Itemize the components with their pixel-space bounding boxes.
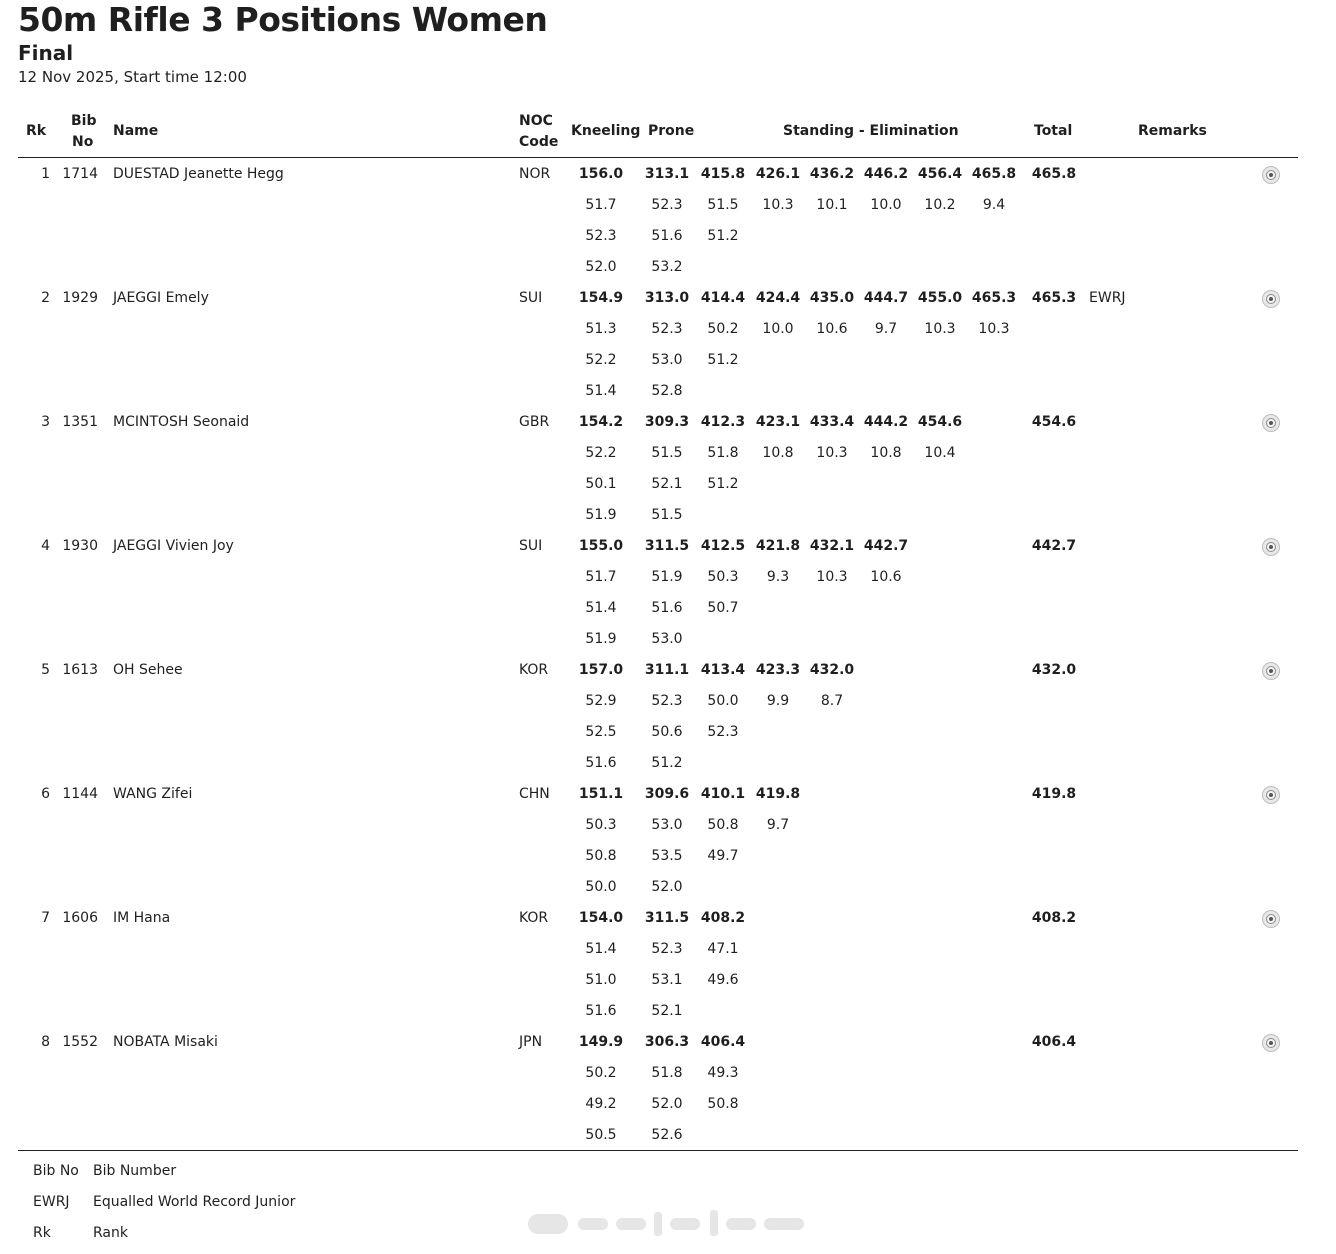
elimination-shot: 10.4 (924, 445, 956, 461)
athlete-name: JAEGGI Vivien Joy (113, 538, 234, 554)
elimination-total: 432.1 (809, 538, 855, 554)
prone-score: 53.5 (651, 848, 683, 864)
bib-cell: 1929 (62, 290, 98, 306)
standing-score: 414.4 (700, 290, 746, 306)
elimination-total: 442.7 (863, 538, 909, 554)
elimination-shot: 10.2 (924, 197, 956, 213)
header-bib-line1: Bib (71, 113, 97, 129)
standing-score: 415.8 (700, 166, 746, 182)
elimination-shot: 10.8 (870, 445, 902, 461)
rank-cell: 8 (41, 1034, 50, 1050)
header-noc-line2: Code (519, 134, 559, 150)
standing-score: 47.1 (707, 941, 739, 957)
kneeling-score: 51.6 (585, 1003, 617, 1019)
elimination-shot: 8.7 (820, 693, 844, 709)
prone-score: 309.3 (644, 414, 690, 430)
elimination-total: 432.0 (809, 662, 855, 678)
elimination-total: 446.2 (863, 166, 909, 182)
athlete-name: DUESTAD Jeanette Hegg (113, 166, 284, 182)
standing-score: 50.7 (707, 600, 739, 616)
elimination-total: 456.4 (917, 166, 963, 182)
header-standing: Standing - Elimination (783, 123, 959, 139)
header-bib-line2: No (72, 134, 94, 150)
elimination-shot: 10.6 (870, 569, 902, 585)
kneeling-score: 51.6 (585, 755, 617, 771)
elimination-total: 454.6 (917, 414, 963, 430)
kneeling-score: 52.9 (585, 693, 617, 709)
elimination-total: 426.1 (755, 166, 801, 182)
kneeling-score: 51.4 (585, 600, 617, 616)
elimination-shot: 10.3 (816, 569, 848, 585)
elimination-total: 444.2 (863, 414, 909, 430)
target-icon[interactable] (1262, 910, 1280, 928)
standing-score: 412.5 (700, 538, 746, 554)
standing-score: 408.2 (700, 910, 746, 926)
rank-cell: 5 (41, 662, 50, 678)
noc-code: JPN (519, 1034, 543, 1050)
kneeling-score: 51.9 (585, 631, 617, 647)
bib-cell: 1606 (62, 910, 98, 926)
prone-score: 53.1 (651, 972, 683, 988)
kneeling-score: 51.7 (585, 569, 617, 585)
legend-desc: Rank (93, 1225, 128, 1241)
rank-cell: 7 (41, 910, 50, 926)
standing-score: 410.1 (700, 786, 746, 802)
kneeling-score: 151.1 (578, 786, 624, 802)
target-icon[interactable] (1262, 538, 1280, 556)
standing-score: 50.8 (707, 817, 739, 833)
prone-score: 51.6 (651, 600, 683, 616)
prone-score: 51.8 (651, 1065, 683, 1081)
noc-code: KOR (519, 662, 549, 678)
kneeling-score: 155.0 (578, 538, 624, 554)
elimination-shot: 9.7 (766, 817, 790, 833)
prone-score: 311.1 (644, 662, 690, 678)
header-prone: Prone (648, 123, 695, 139)
standing-score: 51.8 (707, 445, 739, 461)
kneeling-score: 154.9 (578, 290, 624, 306)
standing-score: 49.3 (707, 1065, 739, 1081)
total-score: 432.0 (1031, 662, 1077, 678)
prone-score: 313.1 (644, 166, 690, 182)
elimination-shot: 10.0 (870, 197, 902, 213)
kneeling-score: 50.8 (585, 848, 617, 864)
athlete-name: JAEGGI Emely (113, 290, 209, 306)
athlete-name: WANG Zifei (113, 786, 193, 802)
kneeling-score: 51.9 (585, 507, 617, 523)
prone-score: 51.6 (651, 228, 683, 244)
elimination-total: 435.0 (809, 290, 855, 306)
rank-cell: 4 (41, 538, 50, 554)
kneeling-score: 154.0 (578, 910, 624, 926)
standing-score: 51.2 (707, 476, 739, 492)
prone-score: 53.0 (651, 817, 683, 833)
total-score: 408.2 (1031, 910, 1077, 926)
bib-cell: 1552 (62, 1034, 98, 1050)
target-icon[interactable] (1262, 662, 1280, 680)
kneeling-score: 52.2 (585, 445, 617, 461)
header-name: Name (113, 123, 159, 139)
rank-cell: 2 (41, 290, 50, 306)
bib-cell: 1351 (62, 414, 98, 430)
remark-cell: EWRJ (1089, 290, 1126, 306)
standing-score: 49.6 (707, 972, 739, 988)
standing-score: 50.0 (707, 693, 739, 709)
prone-score: 52.1 (651, 1003, 683, 1019)
prone-score: 311.5 (644, 538, 690, 554)
noc-code: KOR (519, 910, 549, 926)
kneeling-score: 50.5 (585, 1127, 617, 1143)
target-icon[interactable] (1262, 786, 1280, 804)
kneeling-score: 157.0 (578, 662, 624, 678)
kneeling-score: 52.3 (585, 228, 617, 244)
noc-code: NOR (519, 166, 551, 182)
elimination-total: 444.7 (863, 290, 909, 306)
elimination-shot: 10.8 (762, 445, 794, 461)
elimination-total: 423.1 (755, 414, 801, 430)
header-total: Total (1034, 123, 1073, 139)
athlete-name: MCINTOSH Seonaid (113, 414, 250, 430)
kneeling-score: 52.2 (585, 352, 617, 368)
prone-score: 52.0 (651, 879, 683, 895)
rank-cell: 1 (41, 166, 50, 182)
kneeling-score: 51.3 (585, 321, 617, 337)
elimination-shot: 9.9 (766, 693, 790, 709)
elimination-total: 419.8 (755, 786, 801, 802)
standing-score: 51.2 (707, 228, 739, 244)
elimination-total: 455.0 (917, 290, 963, 306)
elimination-shot: 10.0 (762, 321, 794, 337)
rank-cell: 3 (41, 414, 50, 430)
kneeling-score: 156.0 (578, 166, 624, 182)
prone-score: 309.6 (644, 786, 690, 802)
elimination-total: 436.2 (809, 166, 855, 182)
elimination-shot: 10.3 (924, 321, 956, 337)
prone-score: 53.2 (651, 259, 683, 275)
elimination-shot: 9.7 (874, 321, 898, 337)
target-icon[interactable] (1262, 290, 1280, 308)
standing-score: 49.7 (707, 848, 739, 864)
watermark-logo (528, 1208, 808, 1238)
rank-cell: 6 (41, 786, 50, 802)
legend-desc: Bib Number (93, 1163, 177, 1179)
athlete-name: NOBATA Misaki (113, 1034, 218, 1050)
kneeling-score: 51.0 (585, 972, 617, 988)
prone-score: 306.3 (644, 1034, 690, 1050)
prone-score: 52.3 (651, 321, 683, 337)
prone-score: 313.0 (644, 290, 690, 306)
kneeling-score: 51.7 (585, 197, 617, 213)
prone-score: 53.0 (651, 631, 683, 647)
kneeling-score: 51.4 (585, 383, 617, 399)
target-icon[interactable] (1262, 166, 1280, 184)
page-subtitle: Final (18, 41, 74, 65)
page-title: 50m Rifle 3 Positions Women (18, 0, 548, 39)
total-score: 465.8 (1031, 166, 1077, 182)
standing-score: 50.2 (707, 321, 739, 337)
prone-score: 50.6 (651, 724, 683, 740)
prone-score: 52.8 (651, 383, 683, 399)
legend-desc: Equalled World Record Junior (93, 1194, 296, 1210)
header-noc-line1: NOC (519, 113, 553, 129)
bib-cell: 1144 (62, 786, 98, 802)
kneeling-score: 50.1 (585, 476, 617, 492)
prone-score: 51.2 (651, 755, 683, 771)
standing-score: 412.3 (700, 414, 746, 430)
kneeling-score: 50.3 (585, 817, 617, 833)
kneeling-score: 50.0 (585, 879, 617, 895)
noc-code: CHN (519, 786, 550, 802)
elimination-total: 421.8 (755, 538, 801, 554)
prone-score: 52.0 (651, 1096, 683, 1112)
prone-score: 51.5 (651, 507, 683, 523)
prone-score: 52.1 (651, 476, 683, 492)
total-score: 406.4 (1031, 1034, 1077, 1050)
elimination-shot: 10.3 (816, 445, 848, 461)
kneeling-score: 52.5 (585, 724, 617, 740)
elimination-shot: 10.6 (816, 321, 848, 337)
elimination-total: 465.8 (971, 166, 1017, 182)
elimination-shot: 9.4 (982, 197, 1006, 213)
standing-score: 50.3 (707, 569, 739, 585)
bib-cell: 1613 (62, 662, 98, 678)
elimination-total: 423.3 (755, 662, 801, 678)
bib-cell: 1930 (62, 538, 98, 554)
kneeling-score: 149.9 (578, 1034, 624, 1050)
standing-score: 50.8 (707, 1096, 739, 1112)
prone-score: 52.3 (651, 693, 683, 709)
target-icon[interactable] (1262, 414, 1280, 432)
prone-score: 52.6 (651, 1127, 683, 1143)
kneeling-score: 49.2 (585, 1096, 617, 1112)
legend-abbr: Rk (33, 1225, 51, 1241)
total-score: 419.8 (1031, 786, 1077, 802)
noc-code: SUI (519, 290, 543, 306)
elimination-shot: 10.3 (978, 321, 1010, 337)
elimination-shot: 10.3 (762, 197, 794, 213)
athlete-name: IM Hana (113, 910, 171, 926)
standing-score: 51.2 (707, 352, 739, 368)
target-icon[interactable] (1262, 1034, 1280, 1052)
athlete-name: OH Sehee (113, 662, 183, 678)
header-remarks: Remarks (1138, 123, 1207, 139)
legend-abbr: EWRJ (33, 1194, 70, 1210)
bib-cell: 1714 (62, 166, 98, 182)
elimination-total: 465.3 (971, 290, 1017, 306)
header-kneeling: Kneeling (571, 123, 641, 139)
prone-score: 53.0 (651, 352, 683, 368)
prone-score: 52.3 (651, 197, 683, 213)
header-rule (18, 157, 1298, 158)
prone-score: 51.9 (651, 569, 683, 585)
elimination-shot: 10.1 (816, 197, 848, 213)
footer-rule (18, 1150, 1298, 1151)
elimination-total: 433.4 (809, 414, 855, 430)
event-dateline: 12 Nov 2025, Start time 12:00 (18, 68, 247, 86)
elimination-shot: 9.3 (766, 569, 790, 585)
kneeling-score: 51.4 (585, 941, 617, 957)
standing-score: 52.3 (707, 724, 739, 740)
elimination-total: 424.4 (755, 290, 801, 306)
prone-score: 311.5 (644, 910, 690, 926)
noc-code: GBR (519, 414, 550, 430)
total-score: 442.7 (1031, 538, 1077, 554)
legend-abbr: Bib No (33, 1163, 79, 1179)
header-rk: Rk (26, 123, 47, 139)
standing-score: 413.4 (700, 662, 746, 678)
standing-score: 406.4 (700, 1034, 746, 1050)
prone-score: 52.3 (651, 941, 683, 957)
total-score: 465.3 (1031, 290, 1077, 306)
kneeling-score: 52.0 (585, 259, 617, 275)
noc-code: SUI (519, 538, 543, 554)
kneeling-score: 50.2 (585, 1065, 617, 1081)
kneeling-score: 154.2 (578, 414, 624, 430)
prone-score: 51.5 (651, 445, 683, 461)
standing-score: 51.5 (707, 197, 739, 213)
total-score: 454.6 (1031, 414, 1077, 430)
